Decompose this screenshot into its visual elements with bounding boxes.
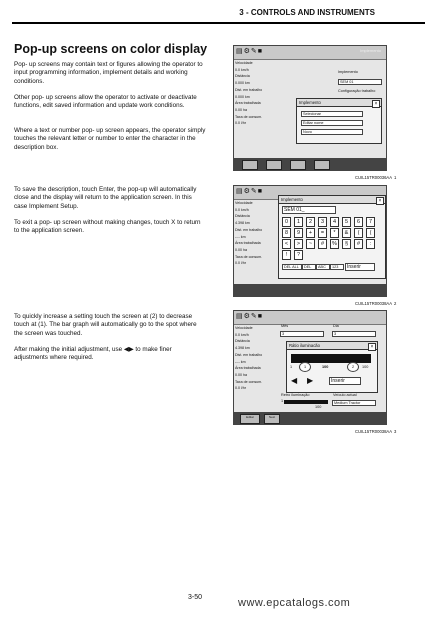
figure-3-display — [233, 310, 387, 425]
month-value[interactable]: 3 — [280, 331, 324, 337]
key[interactable]: : — [366, 239, 375, 249]
max-value: 100 — [362, 365, 369, 369]
backlight-label: Retro iluminação — [281, 393, 310, 397]
vehicle-value[interactable]: Medium Tractor — [332, 400, 376, 406]
key[interactable]: = — [318, 228, 327, 238]
key[interactable]: * — [330, 228, 339, 238]
figure-1-caption: CUIL15TR00036AA — [355, 175, 393, 180]
work-config-label: Configuração trabalho — [338, 89, 376, 93]
key[interactable]: 6 — [354, 217, 363, 227]
figure-2-caption: CUIL15TR00038AA — [355, 301, 393, 306]
toolbar-icons: ▤⚙✎■ — [236, 313, 263, 320]
key[interactable]: 1 — [294, 217, 303, 227]
paragraph-1: Pop- up screens may contain text or figures allowing the operator to input programming information, implement details and working conditions. — [14, 61, 203, 85]
key[interactable]: # — [354, 239, 363, 249]
right-arrow-icon[interactable]: ▶ — [307, 376, 314, 385]
figure-3-number: 3 — [394, 429, 397, 434]
bottom-bar — [234, 284, 386, 296]
key[interactable]: ~ — [306, 239, 315, 249]
paragraph-5: To exit a pop- up screen without making changes, touch X to return to the application screen. — [14, 219, 201, 235]
figure-1-display — [233, 45, 387, 171]
insert-button[interactable]: Inserir — [329, 377, 361, 385]
key[interactable]: 0 — [282, 217, 291, 227]
bottom-bar — [234, 158, 386, 170]
key[interactable]: 5 — [342, 217, 351, 227]
key[interactable]: ( — [354, 228, 363, 238]
backlight-bar[interactable] — [284, 400, 328, 404]
key[interactable]: 8 — [282, 228, 291, 238]
backlight-min: 1 — [281, 399, 284, 403]
increase-zone-2[interactable]: 2 — [347, 362, 359, 372]
min-value: 1 — [290, 365, 293, 369]
figure-1-number: 1 — [394, 175, 397, 180]
key[interactable]: 2 — [306, 217, 315, 227]
paragraph-4: To save the description, touch Enter, the pop-up will automatically close and the display will return to the application screen. In this case Implement Setup. — [14, 186, 197, 210]
backlight-max: 100 — [315, 405, 322, 409]
key[interactable]: # — [318, 239, 327, 249]
implement-value[interactable]: SEM 01 — [338, 79, 382, 85]
key[interactable]: 3 — [318, 217, 327, 227]
page-header — [12, 6, 425, 24]
chapter-title: 3 - CONTROLS AND INSTRUMENTS — [239, 8, 375, 17]
brightness-popup — [286, 341, 378, 393]
status-bar — [234, 46, 386, 60]
left-panel: Velocidade 0.0 km/h Distância 4.398 km Dist. em trabalho ---- km Área trabalhada 0.00 ha Taxa de consum. 0.0 l/hr — [235, 201, 263, 266]
key[interactable]: ( — [366, 228, 375, 238]
figure-3-caption: CUIL15TR00038AA — [355, 429, 393, 434]
decrease-zone-1[interactable]: 1 — [299, 362, 311, 372]
insert-button[interactable]: Inserir — [345, 263, 375, 271]
toolbar-icons: ▤⚙✎■ — [236, 48, 263, 55]
close-icon[interactable]: × — [376, 197, 384, 205]
status-bar — [234, 311, 386, 325]
numeric-button[interactable]: 123 — [330, 264, 344, 270]
key[interactable]: & — [342, 228, 351, 238]
close-icon[interactable]: × — [372, 100, 380, 108]
nav-button-3[interactable] — [290, 160, 306, 170]
key[interactable]: + — [306, 228, 315, 238]
key[interactable]: 9 — [294, 228, 303, 238]
nav-button-4[interactable] — [314, 160, 330, 170]
edit-button[interactable]: Editar — [240, 414, 260, 424]
day-label: Dia — [333, 324, 339, 328]
option-new[interactable]: Novo — [301, 129, 363, 135]
del-button[interactable]: DEL — [302, 264, 316, 270]
close-icon[interactable]: × — [368, 343, 376, 351]
option-edit-name[interactable]: Editar nome — [301, 120, 363, 126]
key[interactable]: ? — [294, 250, 303, 260]
description-field[interactable]: SEM 01_ — [282, 206, 336, 214]
paragraph-6: To quickly increase a setting touch the screen at (2) to decrease touch at (1). The bar graph will automatically go to the spot where the screen was touched. — [14, 313, 197, 337]
section-title: Pop-up screens on color display — [14, 42, 208, 56]
abc-button[interactable]: ABC — [316, 264, 330, 270]
next-button[interactable]: Next — [264, 414, 280, 424]
left-arrow-icon[interactable]: ◀ — [291, 376, 298, 385]
key[interactable]: ! — [282, 250, 291, 260]
left-panel: Velocidade 0.0 km/h Distância 0.000 km Dist. em trabalho 0.000 km Área trabalhada 0.00 ha Taxa de consum. 0.0 l/hr — [235, 61, 263, 126]
day-value[interactable]: 3 — [332, 331, 376, 337]
key[interactable]: § — [342, 239, 351, 249]
figure-2-number: 2 — [394, 301, 397, 306]
popup-title: Implemento — [297, 99, 381, 107]
toolbar-icons: ▤⚙✎■ — [236, 188, 263, 195]
current-value: 100 — [322, 365, 329, 369]
option-select[interactable]: Selecionar — [301, 111, 363, 117]
key[interactable]: < — [282, 239, 291, 249]
paragraph-3: Where a text or number pop- up screen appears, the operator simply touches the relevant letter or number to enter the character in the description box. — [14, 127, 206, 151]
nav-button-2[interactable] — [266, 160, 282, 170]
paragraph-2: Other pop- up screens allow the operator to activate or deactivate functions, edit saved information and update work conditions. — [14, 94, 197, 110]
vehicle-label: Veículo actual — [333, 393, 357, 397]
screen-title: Implemento — [360, 48, 381, 53]
page-number: 3-50 — [188, 594, 203, 601]
figure-2-display — [233, 185, 387, 297]
key[interactable]: > — [294, 239, 303, 249]
key[interactable]: 7 — [366, 217, 375, 227]
paragraph-7: After making the initial adjustment, use ◀▶ to make finer adjustments where required. — [14, 346, 172, 362]
popup-title: Rátio iluminacão — [287, 342, 377, 350]
left-panel: Velocidade 0.0 km/h Distância 4.398 km Dist. em trabalho ---- km Área trabalhada 0.00 ha Taxa de consum. 0.0 l/hr — [235, 326, 263, 391]
key[interactable]: % — [330, 239, 339, 249]
month-label: Mês — [281, 324, 289, 328]
bottom-bar — [234, 412, 386, 424]
key[interactable]: 4 — [330, 217, 339, 227]
implement-popup — [296, 98, 382, 144]
watermark: www.epcatalogs.com — [238, 597, 351, 609]
implement-label: Implemento — [338, 70, 358, 74]
popup-title: Implemento — [279, 196, 385, 204]
keyboard-popup — [278, 195, 386, 279]
del-all-button[interactable]: DEL ALL — [282, 264, 302, 270]
nav-button-1[interactable] — [242, 160, 258, 170]
